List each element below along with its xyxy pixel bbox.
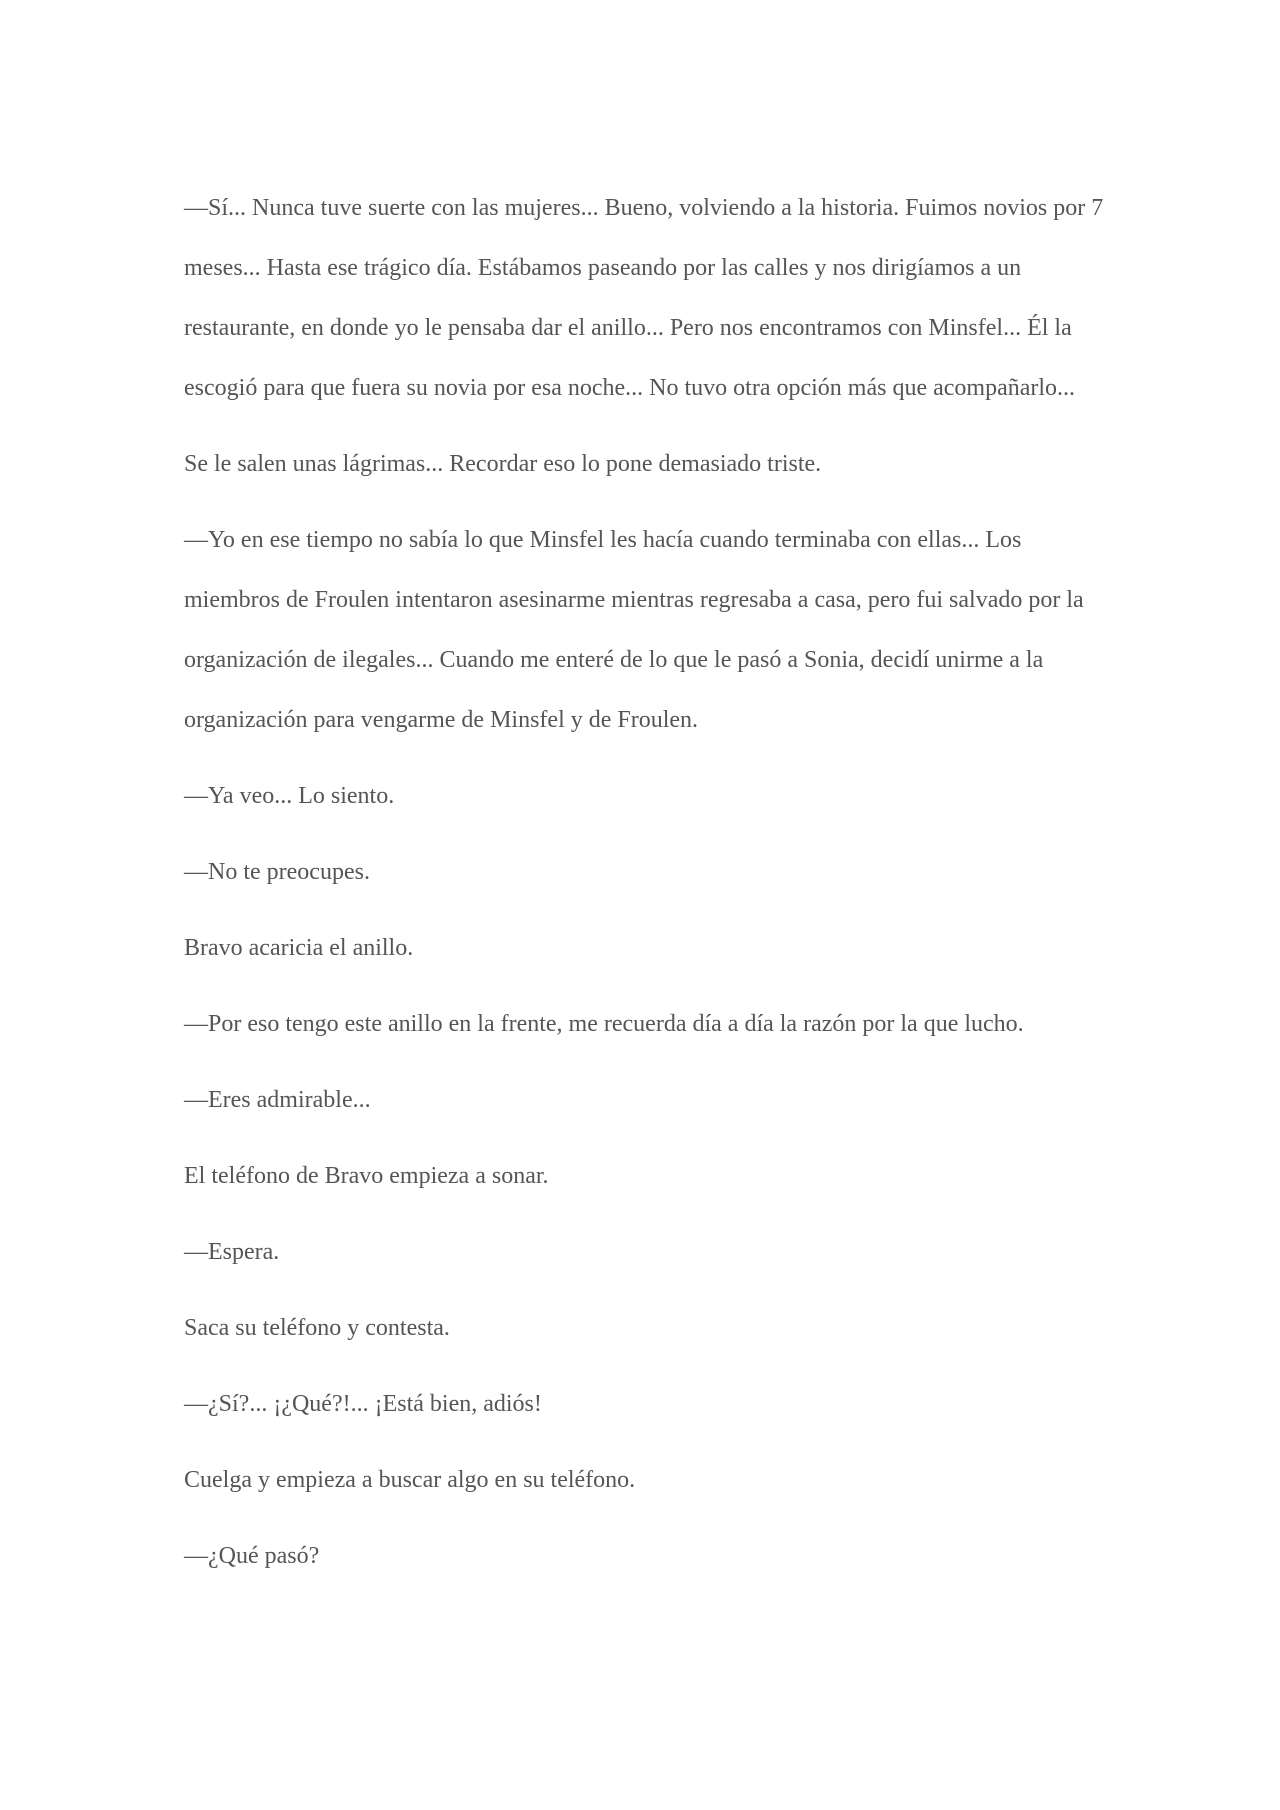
paragraph: Saca su teléfono y contesta. <box>184 1315 450 1341</box>
paragraph: —Sí... Nunca tuve suerte con las mujeres... Bueno, volviendo a la historia. Fuimos novios por 7 meses... Hasta ese trágico día. Estábamos paseando por las calles y nos dirigíamos a un restaurante, en donde yo le pensaba dar el anillo... Pero nos encontramos con Minsfel... Él la escogió para que fuera su novia por esa noche... No tuvo otra opción más que acompañarlo... <box>184 195 1104 401</box>
paragraph: Bravo acaricia el anillo. <box>184 935 414 961</box>
document-body <box>184 178 1104 1602</box>
paragraph: —No te preocupes. <box>184 859 370 885</box>
paragraph: —Espera. <box>184 1239 280 1265</box>
paragraph: —Ya veo... Lo siento. <box>184 783 395 809</box>
paragraph: Se le salen unas lágrimas... Recordar eso lo pone demasiado triste. <box>184 451 822 477</box>
paragraph: —Eres admirable... <box>184 1087 371 1113</box>
paragraph: —¿Sí?... ¡¿Qué?!... ¡Está bien, adiós! <box>184 1391 542 1417</box>
paragraph: —Por eso tengo este anillo en la frente, me recuerda día a día la razón por la que lucho. <box>184 1011 1024 1037</box>
paragraph: —Yo en ese tiempo no sabía lo que Minsfel les hacía cuando terminaba con ellas... Los miembros de Froulen intentaron asesinarme mientras regresaba a casa, pero fui salvado por la organización de ilegales... Cuando me enteré de lo que le pasó a Sonia, decidí unirme a la organización para vengarme de Minsfel y de Froulen. <box>184 527 1084 733</box>
paragraph: El teléfono de Bravo empieza a sonar. <box>184 1163 549 1189</box>
paragraph: Cuelga y empieza a buscar algo en su teléfono. <box>184 1467 636 1493</box>
paragraph: —¿Qué pasó? <box>184 1543 320 1569</box>
